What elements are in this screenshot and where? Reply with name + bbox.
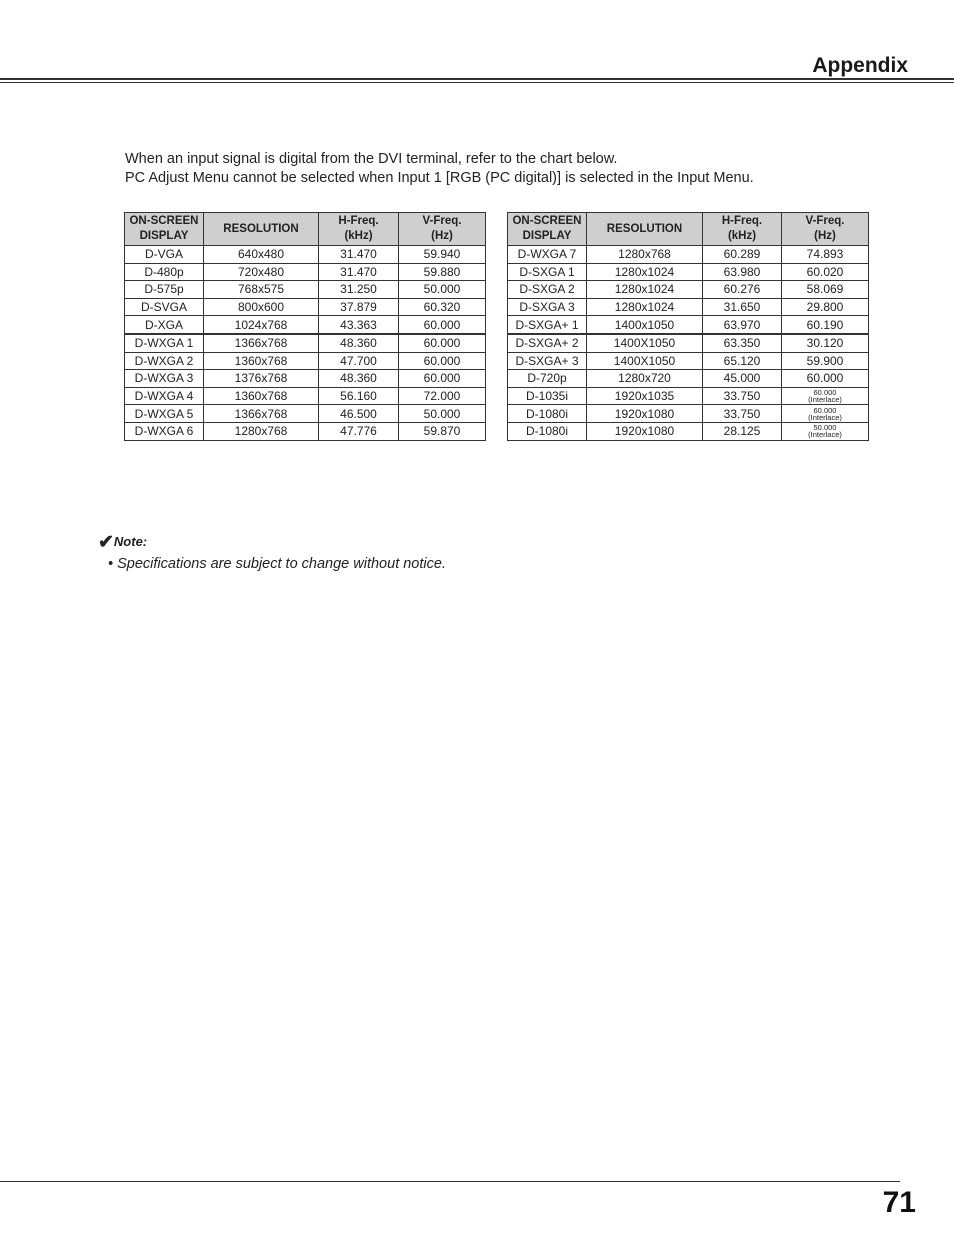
cell-v-freq: 59.940 bbox=[399, 246, 486, 264]
cell-h-freq: 33.750 bbox=[703, 405, 782, 423]
header-resolution: RESOLUTION bbox=[587, 213, 703, 246]
cell-h-freq: 47.776 bbox=[319, 422, 399, 440]
cell-onscreen-display: D-WXGA 4 bbox=[125, 387, 204, 405]
bottom-rule bbox=[0, 1181, 900, 1182]
header-v-freq: V-Freq. (Hz) bbox=[782, 213, 869, 246]
cell-resolution: 1280x1024 bbox=[587, 263, 703, 281]
cell-h-freq: 48.360 bbox=[319, 334, 399, 352]
cell-h-freq: 33.750 bbox=[703, 387, 782, 405]
signal-table-left bbox=[124, 212, 486, 441]
cell-h-freq: 65.120 bbox=[703, 352, 782, 370]
table-row bbox=[125, 334, 486, 352]
cell-onscreen-display: D-SXGA+ 1 bbox=[508, 316, 587, 334]
cell-v-freq: 29.800 bbox=[782, 298, 869, 316]
cell-onscreen-display: D-WXGA 2 bbox=[125, 352, 204, 370]
cell-v-freq: 50.000 (Interlace) bbox=[782, 422, 869, 440]
cell-onscreen-display: D-SXGA+ 3 bbox=[508, 352, 587, 370]
cell-v-freq: 74.893 bbox=[782, 246, 869, 264]
table-row bbox=[125, 422, 486, 440]
table-row bbox=[508, 246, 869, 264]
table-row bbox=[125, 263, 486, 281]
cell-v-freq: 60.020 bbox=[782, 263, 869, 281]
table-header-row bbox=[508, 213, 869, 246]
page-number: 71 bbox=[882, 1186, 916, 1219]
cell-resolution: 1400X1050 bbox=[587, 334, 703, 352]
header-resolution: RESOLUTION bbox=[204, 213, 319, 246]
cell-v-freq: 50.000 bbox=[399, 405, 486, 423]
top-rule-thin bbox=[0, 82, 954, 83]
cell-onscreen-display: D-SXGA+ 2 bbox=[508, 334, 587, 352]
cell-onscreen-display: D-WXGA 3 bbox=[125, 370, 204, 388]
signal-table-right bbox=[507, 212, 869, 441]
cell-onscreen-display: D-WXGA 1 bbox=[125, 334, 204, 352]
cell-v-freq: 60.320 bbox=[399, 298, 486, 316]
cell-resolution: 1400x1050 bbox=[587, 316, 703, 334]
cell-resolution: 1400X1050 bbox=[587, 352, 703, 370]
cell-resolution: 1360x768 bbox=[204, 352, 319, 370]
header-onscreen-display: ON-SCREEN DISPLAY bbox=[508, 213, 587, 246]
table-row bbox=[508, 281, 869, 299]
table-row bbox=[125, 316, 486, 334]
cell-onscreen-display: D-1080i bbox=[508, 422, 587, 440]
cell-v-freq: 50.000 bbox=[399, 281, 486, 299]
header-v-freq: V-Freq. (Hz) bbox=[399, 213, 486, 246]
cell-onscreen-display: D-575p bbox=[125, 281, 204, 299]
table-row bbox=[508, 298, 869, 316]
table-row bbox=[508, 405, 869, 423]
table-row bbox=[125, 370, 486, 388]
table-row bbox=[508, 422, 869, 440]
header-h-freq: H-Freq. (kHz) bbox=[319, 213, 399, 246]
cell-resolution: 1280x720 bbox=[587, 370, 703, 388]
cell-v-freq: 72.000 bbox=[399, 387, 486, 405]
cell-h-freq: 48.360 bbox=[319, 370, 399, 388]
cell-resolution: 1360x768 bbox=[204, 387, 319, 405]
cell-onscreen-display: D-WXGA 5 bbox=[125, 405, 204, 423]
cell-resolution: 768x575 bbox=[204, 281, 319, 299]
table-row bbox=[508, 263, 869, 281]
cell-h-freq: 31.470 bbox=[319, 263, 399, 281]
cell-h-freq: 31.250 bbox=[319, 281, 399, 299]
table-row bbox=[125, 352, 486, 370]
cell-resolution: 1366x768 bbox=[204, 405, 319, 423]
table-row bbox=[508, 352, 869, 370]
intro-text bbox=[125, 150, 754, 188]
table-row bbox=[508, 316, 869, 334]
cell-onscreen-display: D-1035i bbox=[508, 387, 587, 405]
note-item: • Specifications are subject to change without notice. bbox=[108, 556, 446, 572]
header-onscreen-display: ON-SCREEN DISPLAY bbox=[125, 213, 204, 246]
cell-resolution: 1376x768 bbox=[204, 370, 319, 388]
cell-v-freq: 60.000 bbox=[782, 370, 869, 388]
cell-resolution: 1280x1024 bbox=[587, 281, 703, 299]
cell-v-freq: 59.870 bbox=[399, 422, 486, 440]
cell-h-freq: 28.125 bbox=[703, 422, 782, 440]
cell-h-freq: 46.500 bbox=[319, 405, 399, 423]
header-h-freq: H-Freq. (kHz) bbox=[703, 213, 782, 246]
cell-h-freq: 63.970 bbox=[703, 316, 782, 334]
cell-h-freq: 56.160 bbox=[319, 387, 399, 405]
cell-h-freq: 63.980 bbox=[703, 263, 782, 281]
note-heading-label: Note: bbox=[113, 534, 148, 549]
cell-h-freq: 60.276 bbox=[703, 281, 782, 299]
cell-onscreen-display: D-1080i bbox=[508, 405, 587, 423]
cell-v-freq: 59.880 bbox=[399, 263, 486, 281]
cell-onscreen-display: D-SVGA bbox=[125, 298, 204, 316]
cell-h-freq: 45.000 bbox=[703, 370, 782, 388]
table-row bbox=[125, 281, 486, 299]
checkmark-icon: ✔ bbox=[98, 532, 114, 553]
cell-resolution: 1366x768 bbox=[204, 334, 319, 352]
top-rule bbox=[0, 78, 954, 80]
table-row bbox=[125, 298, 486, 316]
cell-onscreen-display: D-VGA bbox=[125, 246, 204, 264]
cell-h-freq: 31.470 bbox=[319, 246, 399, 264]
cell-onscreen-display: D-XGA bbox=[125, 316, 204, 334]
cell-v-freq: 60.000 (Interlace) bbox=[782, 387, 869, 405]
cell-resolution: 1280x768 bbox=[204, 422, 319, 440]
cell-resolution: 800x600 bbox=[204, 298, 319, 316]
cell-onscreen-display: D-SXGA 2 bbox=[508, 281, 587, 299]
intro-line-1: When an input signal is digital from the DVI terminal, refer to the chart below. bbox=[125, 151, 618, 167]
table-row bbox=[508, 334, 869, 352]
cell-v-freq: 60.000 (Interlace) bbox=[782, 405, 869, 423]
cell-v-freq: 60.000 bbox=[399, 370, 486, 388]
cell-resolution: 1280x768 bbox=[587, 246, 703, 264]
cell-resolution: 1920x1080 bbox=[587, 422, 703, 440]
table-row bbox=[125, 246, 486, 264]
cell-v-freq: 30.120 bbox=[782, 334, 869, 352]
cell-resolution: 1920x1080 bbox=[587, 405, 703, 423]
cell-onscreen-display: D-480p bbox=[125, 263, 204, 281]
cell-v-freq: 60.000 bbox=[399, 334, 486, 352]
cell-v-freq: 59.900 bbox=[782, 352, 869, 370]
table-row bbox=[508, 370, 869, 388]
cell-h-freq: 47.700 bbox=[319, 352, 399, 370]
cell-onscreen-display: D-SXGA 3 bbox=[508, 298, 587, 316]
table-row bbox=[508, 387, 869, 405]
intro-line-2: PC Adjust Menu cannot be selected when Input 1 [RGB (PC digital)] is selected in the Input Menu. bbox=[125, 170, 754, 186]
table-row bbox=[125, 405, 486, 423]
cell-resolution: 720x480 bbox=[204, 263, 319, 281]
cell-resolution: 1024x768 bbox=[204, 316, 319, 334]
cell-v-freq: 60.190 bbox=[782, 316, 869, 334]
cell-h-freq: 60.289 bbox=[703, 246, 782, 264]
cell-h-freq: 37.879 bbox=[319, 298, 399, 316]
cell-h-freq: 63.350 bbox=[703, 334, 782, 352]
table-row bbox=[125, 387, 486, 405]
cell-onscreen-display: D-WXGA 7 bbox=[508, 246, 587, 264]
cell-onscreen-display: D-720p bbox=[508, 370, 587, 388]
cell-h-freq: 31.650 bbox=[703, 298, 782, 316]
cell-onscreen-display: D-SXGA 1 bbox=[508, 263, 587, 281]
note-heading bbox=[98, 531, 147, 554]
cell-resolution: 640x480 bbox=[204, 246, 319, 264]
cell-resolution: 1280x1024 bbox=[587, 298, 703, 316]
cell-v-freq: 58.069 bbox=[782, 281, 869, 299]
cell-h-freq: 43.363 bbox=[319, 316, 399, 334]
table-header-row bbox=[125, 213, 486, 246]
section-title: Appendix bbox=[812, 54, 908, 77]
cell-v-freq: 60.000 bbox=[399, 316, 486, 334]
cell-resolution: 1920x1035 bbox=[587, 387, 703, 405]
cell-onscreen-display: D-WXGA 6 bbox=[125, 422, 204, 440]
cell-v-freq: 60.000 bbox=[399, 352, 486, 370]
